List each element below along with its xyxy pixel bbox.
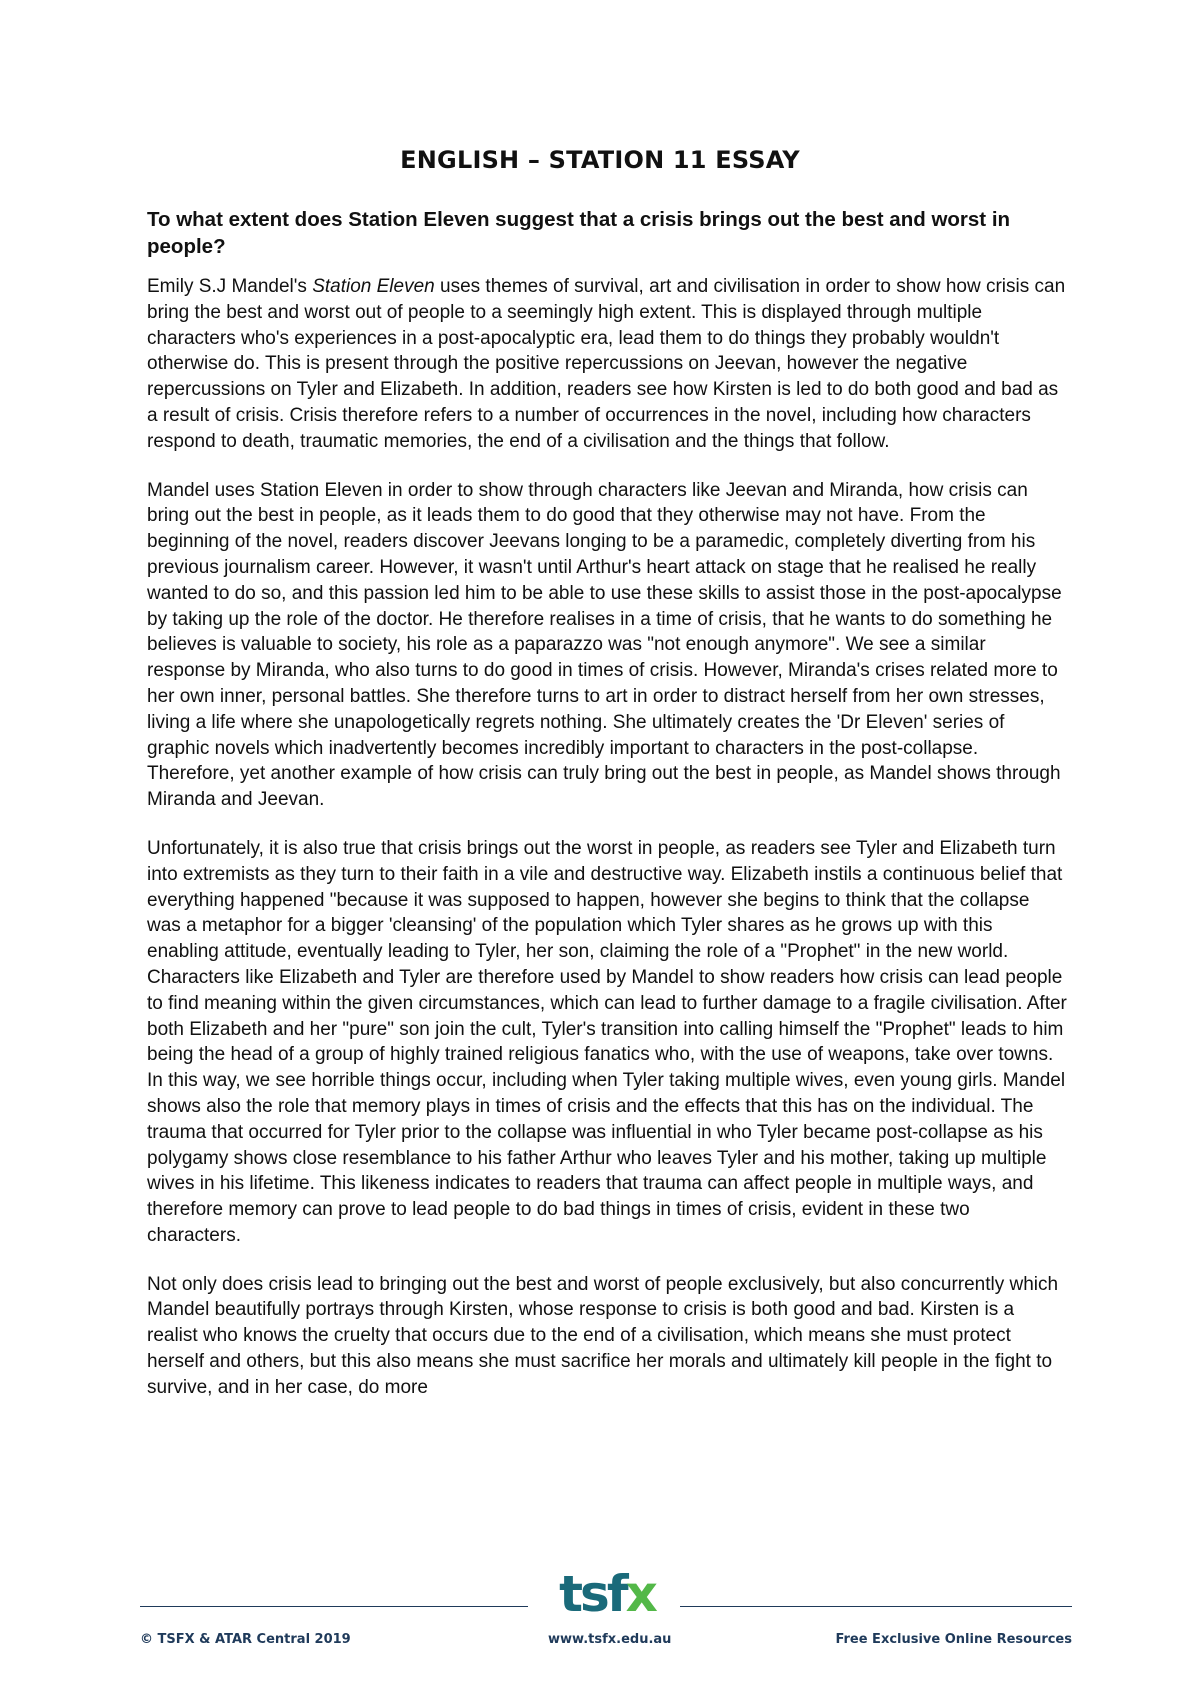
logo-text: tsf [559, 1565, 626, 1623]
paragraph-text: Unfortunately, it is also true that crisis brings out the worst in people, as readers see Tyler and Elizabeth turn into extremists as they turn to their faith in a vile and destructive way. Elizabeth instils a continuous belief that everything happened "because it was supposed to happen, however she begins to think that the collapse was a metaphor for a bigger 'cleansing' of the population which Tyler shares as he grows up with this enabling attitude, eventually leading to Tyler, her son, claiming the role of a "Prophet" in the new world. Characters like Elizabeth and Tyler are therefore used by Mandel to show readers how crisis can lead people to find meaning within the given circumstances, which can lead to further damage to a fragile civilisation. After both Elizabeth and her "pure" son join the cult, Tyler's transition into calling himself the "Prophet" leads to him being the head of a group of highly trained religious fanatics who, with the use of weapons, take over towns. In this way, we see horrible things occur, including when Tyler taking multiple wives, even young girls. Mandel shows also the role that memory plays in times of crisis and the effects that this has on the individual. The trauma that occurred for Tyler prior to the collapse was influential in who Tyler became post-collapse as his polygamy shows close resemblance to his father Arthur who leaves Tyler and his mother, taking up multiple wives in his lifetime. This likeness indicates to readers that trauma can affect people in multiple ways, and therefore memory can prove to lead people to do bad things in times of crisis, evident in these two characters. [147, 837, 1067, 1246]
logo-x: x [625, 1565, 655, 1623]
tsfx-logo [552, 1566, 662, 1622]
body-paragraph-1 [147, 478, 1067, 813]
body-paragraph-3 [147, 1272, 1067, 1401]
body-paragraph-2 [147, 836, 1067, 1249]
intro-paragraph [147, 274, 1067, 455]
book-title-italic: Station Eleven [312, 276, 435, 297]
paragraph-text: Mandel uses Station Eleven in order to show through characters like Jeevan and Miranda, how crisis can bring out the best in people, as it leads them to do good that they otherwise may not have. From the beginning of the novel, readers discover Jeevans longing to be a paramedic, completely diverting from his previous journalism career. However, it wasn't until Arthur's heart attack on stage that he realised he really wanted to do so, and this passion led him to be able to use these skills to assist those in the post-apocalypse by taking up the role of the doctor. He therefore realises in a time of crisis, that he wants to do something he believes is valuable to society, his role as a paparazzo was "not enough anymore". We see a similar response by Miranda, who also turns to do good in times of crisis. However, Miranda's crises related more to her own inner, personal battles. She therefore turns to art in order to distract herself from her own stresses, living a life where she unapologetically regrets nothing. She ultimately creates the 'Dr Eleven' series of graphic novels which inadvertently becomes incredibly important to characters in the post-collapse. Therefore, yet another example of how crisis can truly bring out the best in people, as Mandel shows through Miranda and Jeevan. [147, 479, 1062, 811]
footer-tagline: Free Exclusive Online Resources [835, 1632, 1072, 1647]
paragraph-text: Not only does crisis lead to bringing out the best and worst of people exclusively, but also concurrently which Mandel beautifully portrays through Kirsten, whose response to crisis is both good and bad. Kirsten is a realist who knows the cruelty that occurs due to the end of a civilisation, which means she must protect herself and others, but this also means she must sacrifice her morals and ultimately kill people in the fight to survive, and in her case, do more [147, 1273, 1059, 1398]
document-title: ENGLISH – STATION 11 ESSAY [400, 146, 800, 174]
footer-divider-left [140, 1606, 528, 1607]
footer-divider-right [680, 1606, 1072, 1607]
essay-body [147, 206, 1067, 1401]
intro-lead: Emily S.J Mandel's [147, 276, 313, 297]
footer-website-link[interactable]: www.tsfx.edu.au [548, 1632, 672, 1647]
essay-question: To what extent does Station Eleven suggest that a crisis brings out the best and worst in people? [147, 208, 1011, 258]
intro-rest: uses themes of survival, art and civilisation in order to show how crisis can bring the best and worst out of people to a seemingly high extent. This is displayed through multiple characters who's experiences in a post-apocalyptic era, lead them to do things they probably wouldn't otherwise do. This is present through the positive repercussions on Jeevan, however the negative repercussions on Tyler and Elizabeth. In addition, readers see how Kirsten is led to do both good and bad as a result of crisis. Crisis therefore refers to a number of occurrences in the novel, including how characters respond to death, traumatic memories, the end of a civilisation and the things that follow. [147, 276, 1066, 452]
footer-copyright: © TSFX & ATAR Central 2019 [140, 1632, 351, 1647]
